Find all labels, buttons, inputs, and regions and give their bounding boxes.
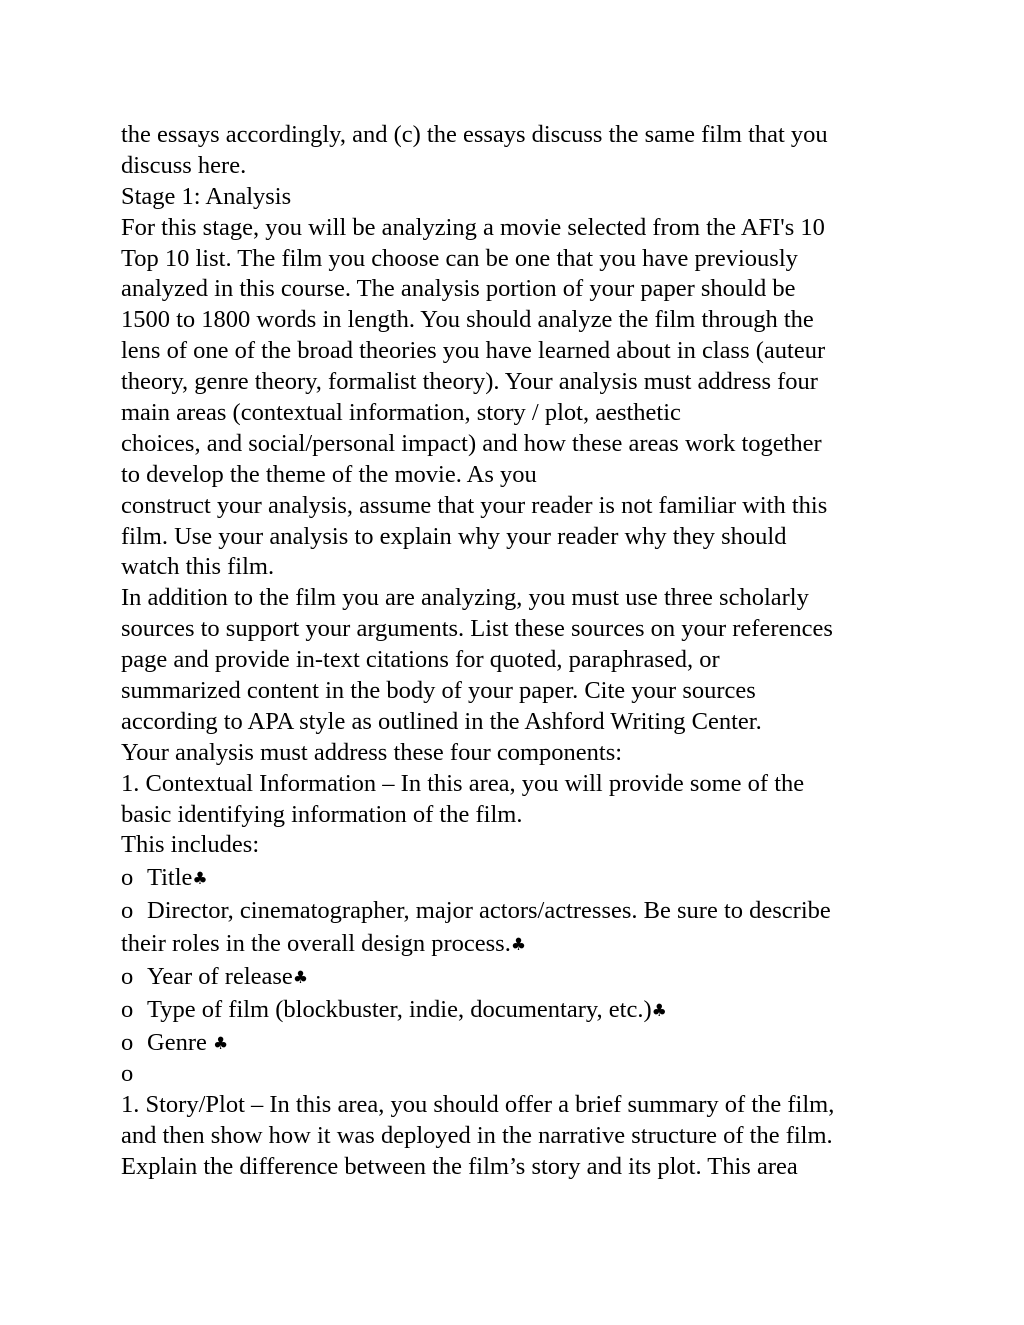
club-icon: ♣ (212, 1034, 229, 1055)
sources-paragraph-line-2: sources to support your arguments. List these sources on your references (121, 615, 833, 643)
club-icon: ♣ (292, 968, 309, 989)
sources-paragraph-line-3: page and provide in-text citations for quoted, paraphrased, or (121, 646, 720, 674)
stage-paragraph-line-10: construct your analysis, assume that your reader is not familiar with this (121, 491, 828, 519)
story-line-1: 1. Story/Plot – In this area, you should offer a brief summary of the film, (121, 1091, 835, 1119)
contextual-line-2: basic identifying information of the film. (121, 800, 523, 828)
stage-paragraph-line-11: film. Use your analysis to explain why your reader why they should (121, 522, 787, 550)
sources-paragraph-line-5: according to APA style as outlined in the Ashford Writing Center. (121, 707, 762, 735)
bullet-genre (121, 1026, 921, 1059)
bullet-marker: o (121, 897, 134, 925)
intro-line-1: the essays accordingly, and (c) the essays discuss the same film that you (121, 121, 828, 148)
stage-paragraph-line-4: 1500 to 1800 words in length. You should analyze the film through the (121, 306, 814, 334)
bullet-marker: o (121, 963, 134, 991)
sources-paragraph-line-4: summarized content in the body of your paper. Cite your sources (121, 677, 756, 705)
club-icon: ♣ (510, 935, 527, 956)
bullet-type (121, 993, 921, 1026)
stage-paragraph-line-5: lens of one of the broad theories you have learned about in class (auteur (121, 337, 826, 365)
stage-heading: Stage 1: Analysis (121, 182, 292, 210)
stage-paragraph-line-12: watch this film. (121, 553, 275, 581)
bullet-director-text-1: Director, cinematographer, major actors/actresses. Be sure to describe (147, 897, 831, 925)
bullet-marker: o (121, 864, 134, 892)
bullet-year-text: Year of release (147, 963, 293, 991)
club-icon: ♣ (651, 1001, 667, 1022)
bullet-director-text-2: their roles in the overall design process. (121, 930, 511, 958)
bullet-type-text: Type of film (blockbuster, indie, documentary, etc.) (147, 996, 652, 1024)
bullet-director-continued (121, 927, 921, 960)
stage-paragraph-line-2: Top 10 list. The film you choose can be one that you have previously (121, 244, 798, 272)
club-icon: ♣ (192, 869, 208, 890)
stage-paragraph-line-8: choices, and social/personal impact) and how these areas work together (121, 429, 822, 457)
intro-line-2: discuss here. (121, 151, 247, 179)
sources-paragraph-line-1: In addition to the film you are analyzing, you must use three scholarly (121, 584, 809, 612)
stage-paragraph-line-1: For this stage, you will be analyzing a movie selected from the AFI's 10 (121, 213, 825, 241)
bullet-marker: o (121, 1029, 134, 1057)
bullet-marker: o (121, 996, 134, 1024)
story-line-2: and then show how it was deployed in the narrative structure of the film. (121, 1122, 833, 1150)
bullet-genre-text: Genre (147, 1029, 213, 1057)
includes-label: This includes: (121, 831, 260, 859)
stage-paragraph-line-7: main areas (contextual information, story / plot, aesthetic (121, 399, 681, 427)
contextual-line-1: 1. Contextual Information – In this area, you will provide some of the (121, 769, 805, 797)
stage-paragraph-line-6: theory, genre theory, formalist theory). Your analysis must address four (121, 368, 818, 396)
bullet-marker: o (121, 1060, 134, 1088)
bullet-year (121, 960, 921, 993)
bullet-title-text: Title (147, 864, 193, 892)
stage-paragraph-line-9: to develop the theme of the movie. As you (121, 460, 537, 488)
bullet-title (121, 861, 921, 894)
components-intro: Your analysis must address these four components: (121, 738, 623, 766)
stage-paragraph-line-3: analyzed in this course. The analysis portion of your paper should be (121, 275, 796, 303)
story-line-3: Explain the difference between the film’s story and its plot. This area (121, 1153, 798, 1181)
document-page (121, 120, 921, 1183)
bullet-empty (121, 1059, 921, 1090)
bullet-director (121, 894, 921, 927)
